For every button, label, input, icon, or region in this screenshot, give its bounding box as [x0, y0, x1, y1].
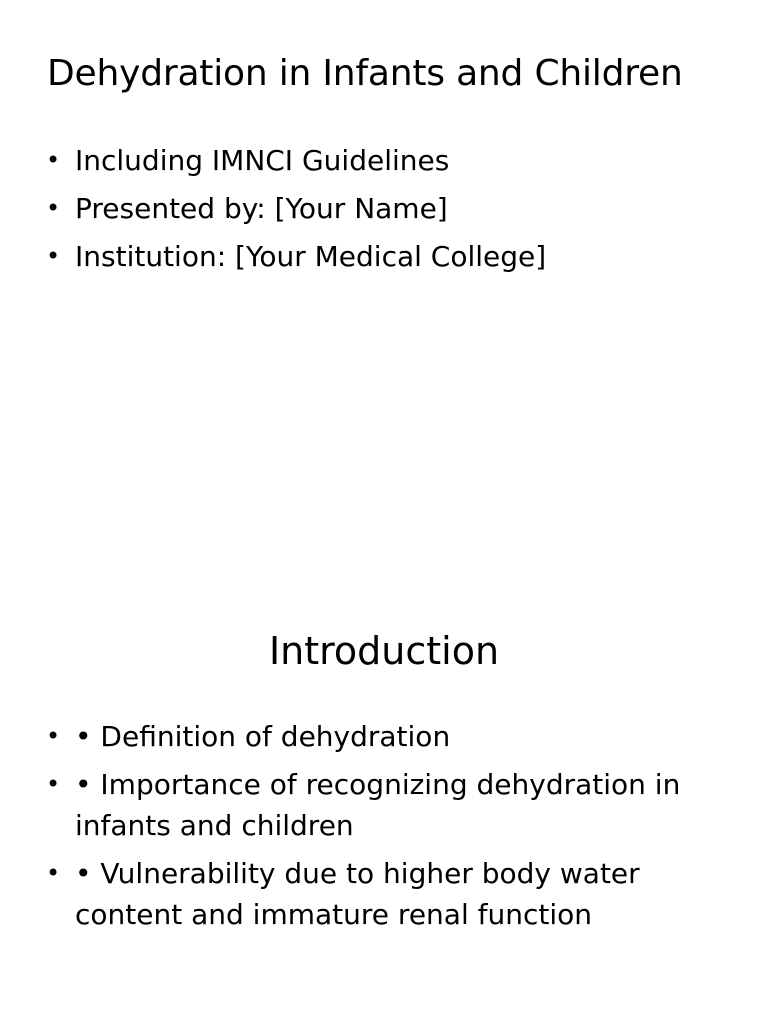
bullet-text: • Vulnerability due to higher body water content and immature renal function [75, 857, 640, 931]
slide-title: Dehydration in Infants and Children [47, 53, 683, 94]
slide-title: Introduction [268, 629, 500, 673]
bullet-item [46, 853, 726, 935]
bullet-list [46, 716, 726, 942]
bullet-text: • Definition of dehydration [75, 720, 451, 753]
bullet-item [46, 716, 726, 757]
bullet-text: Presented by: [Your Name] [75, 192, 448, 225]
bullet-item [46, 236, 736, 277]
bullet-text: Including IMNCI Guidelines [75, 144, 450, 177]
bullet-list [46, 140, 736, 284]
bullet-item [46, 188, 736, 229]
bullet-marker: • [46, 770, 61, 798]
introduction-slide [0, 512, 768, 1024]
bullet-item [46, 764, 726, 846]
bullet-text: Institution: [Your Medical College] [75, 240, 547, 273]
bullet-marker: • [46, 859, 61, 887]
bullet-marker: • [46, 242, 61, 270]
bullet-marker: • [46, 722, 61, 750]
bullet-marker: • [46, 146, 61, 174]
bullet-item [46, 140, 736, 181]
bullet-text: • Importance of recognizing dehydration in infants and children [75, 768, 681, 842]
bullet-marker: • [46, 194, 61, 222]
